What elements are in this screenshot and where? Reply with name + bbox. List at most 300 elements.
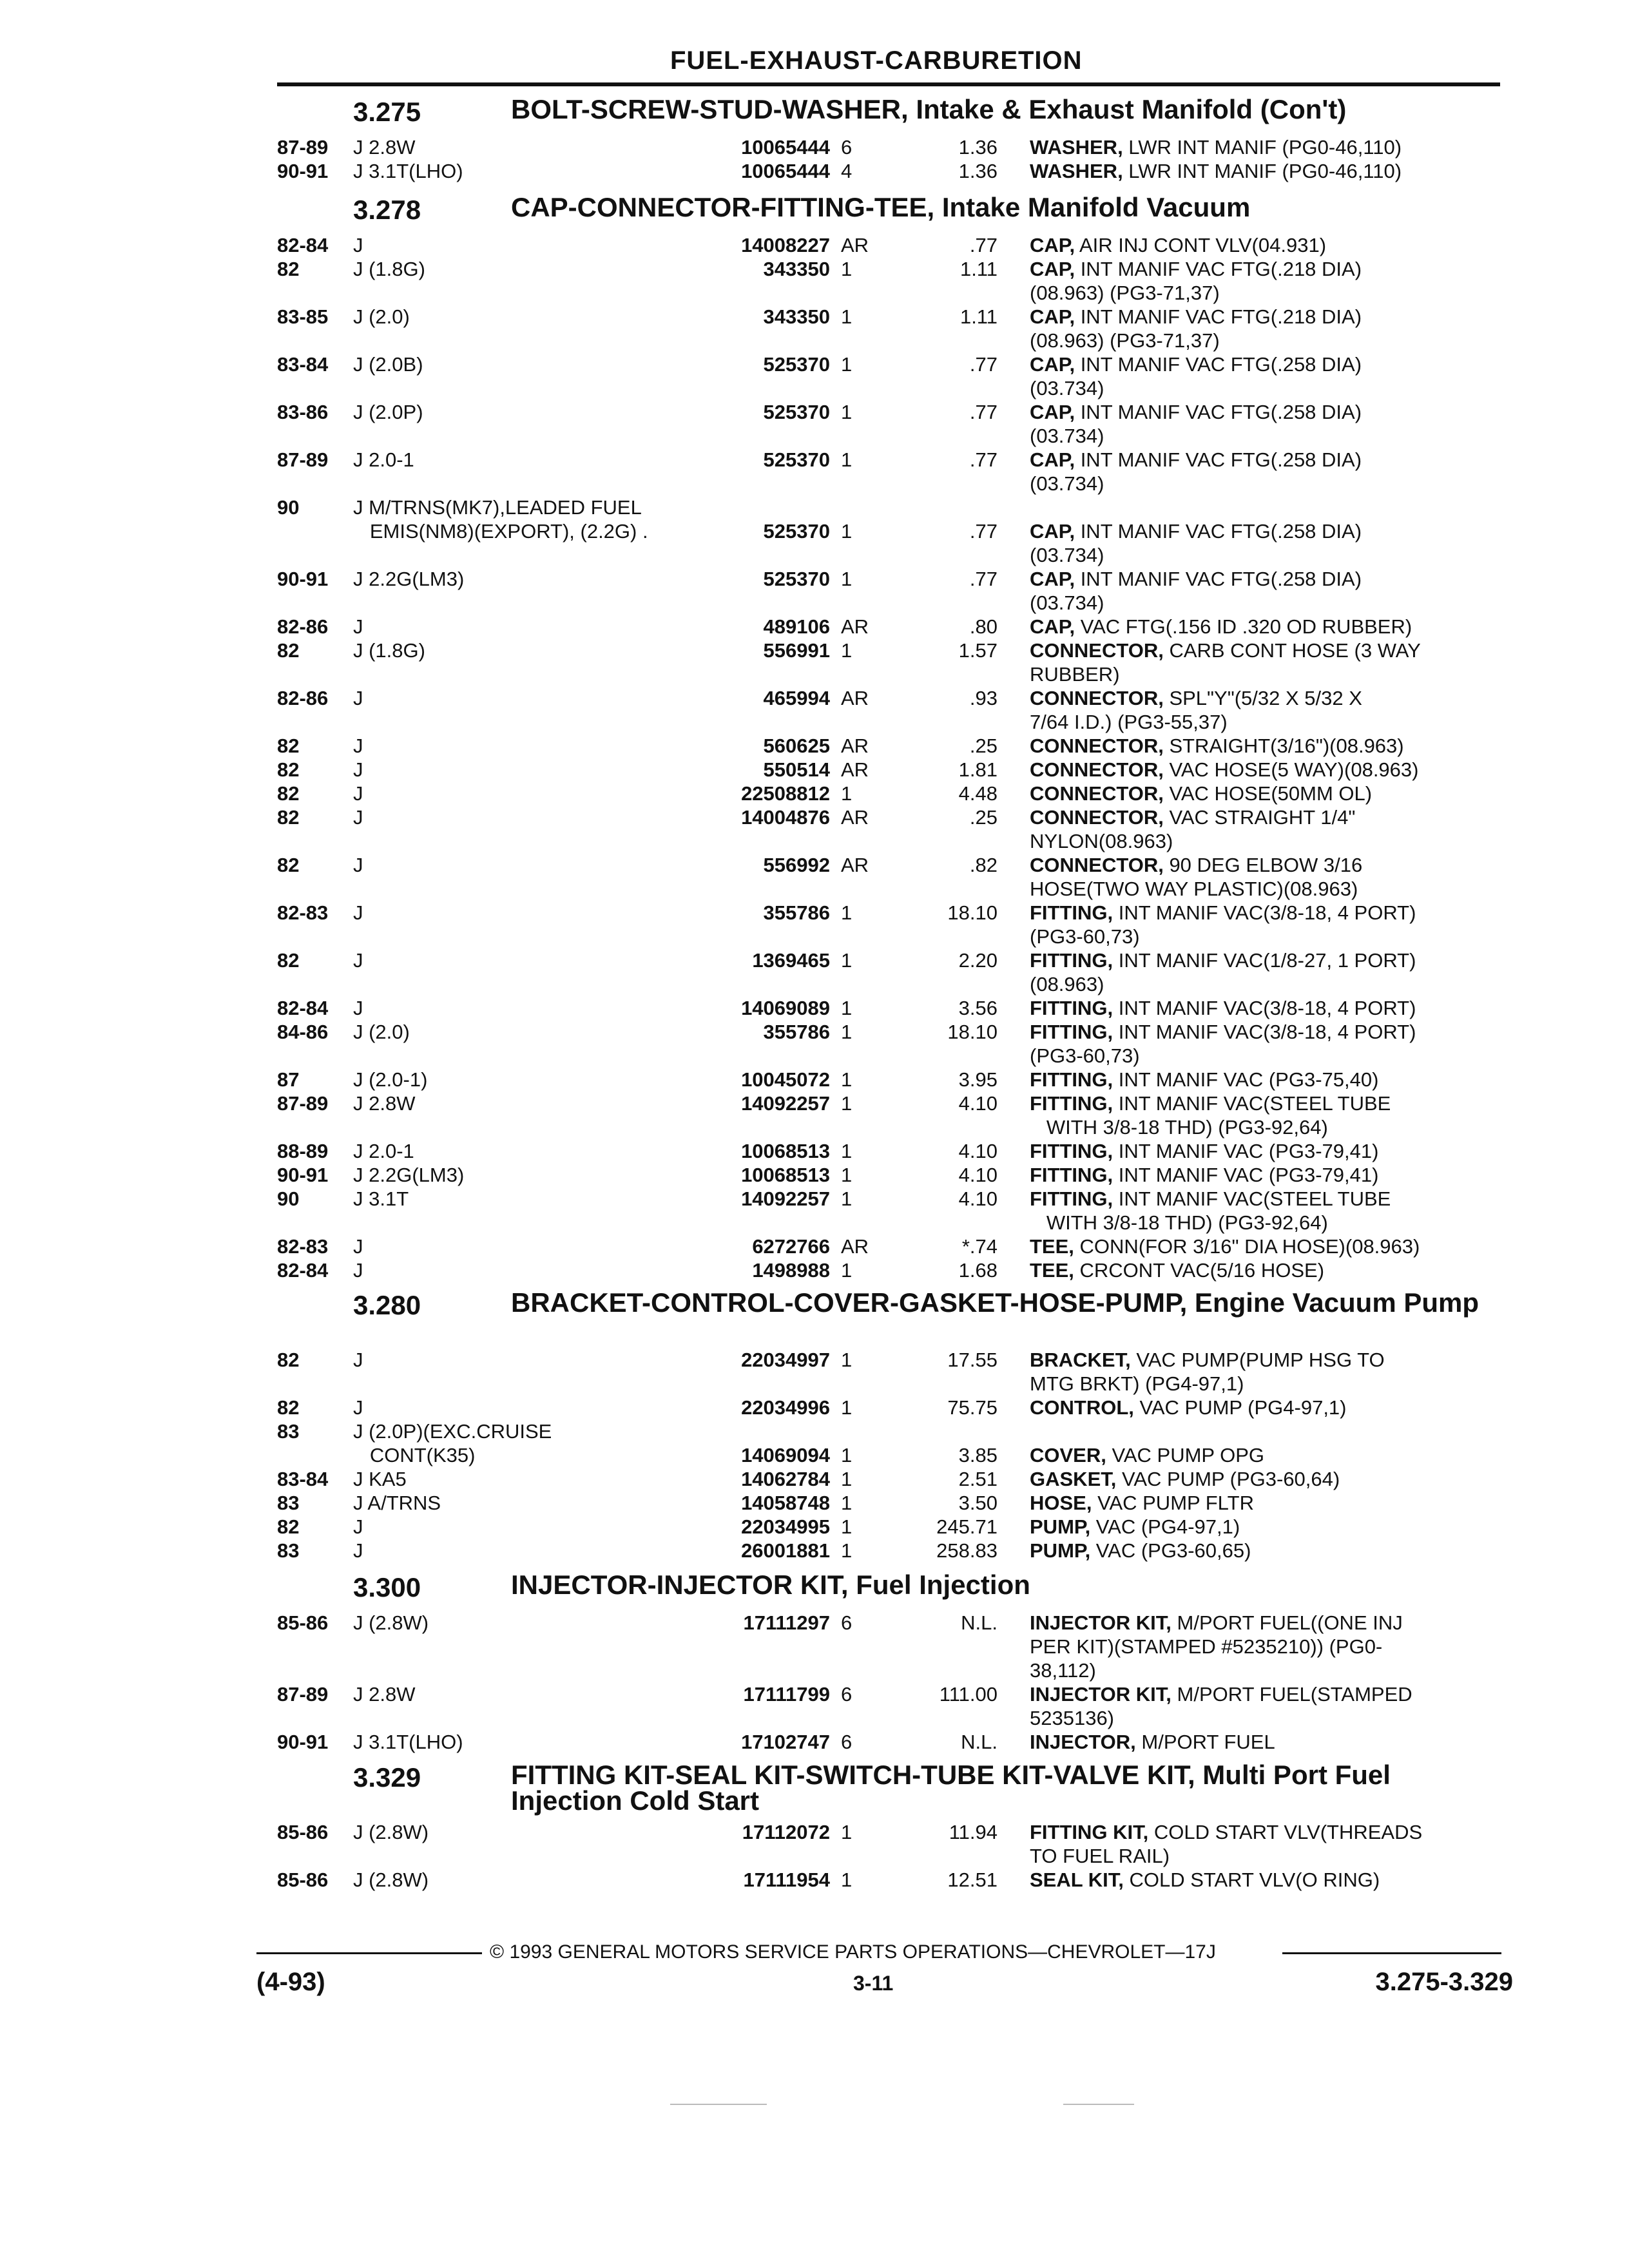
description-text: TEE, CONN(FOR 3/16" DIA HOSE)(08.963) — [1030, 1235, 1425, 1258]
application — [353, 1348, 695, 1372]
description-line — [1030, 1658, 1500, 1682]
part-number: 17111954 — [743, 1869, 830, 1891]
application-text: J (2.0) — [353, 305, 415, 328]
description-line — [1030, 710, 1500, 734]
description-text: CONNECTOR, SPL"Y"(5/32 X 5/32 X — [1030, 687, 1367, 709]
description-text: INJECTOR KIT, M/PORT FUEL((ONE INJ — [1030, 1611, 1408, 1634]
description-text: PUMP, VAC (PG3-60,65) — [1030, 1539, 1256, 1562]
model-years: 82 — [277, 806, 300, 829]
model-years: 83 — [277, 1420, 300, 1443]
description — [1030, 1730, 1500, 1754]
quantity: 1 — [841, 997, 853, 1019]
description-text: FITTING, INT MANIF VAC (PG3-79,41) — [1030, 1140, 1383, 1162]
description-text: WASHER, LWR INT MANIF (PG0-46,110) — [1030, 160, 1407, 182]
description — [1030, 1868, 1500, 1892]
quantity: 1 — [841, 949, 853, 972]
description-text: CAP, INT MANIF VAC FTG(.218 DIA) — [1030, 258, 1367, 280]
part-number: 355786 — [763, 1021, 830, 1043]
quantity: 6 — [841, 136, 853, 159]
description — [1030, 615, 1500, 639]
application-text: J 3.1T(LHO) — [353, 1731, 468, 1753]
part-number: 556992 — [763, 854, 830, 876]
description-line — [1030, 448, 1500, 472]
price: .77 — [969, 353, 998, 376]
description-line — [1030, 1044, 1500, 1068]
application-text: J (2.0P) — [353, 401, 429, 423]
application — [353, 1515, 695, 1539]
quantity: 1 — [841, 639, 853, 662]
application-text: J 2.8W — [353, 1092, 420, 1115]
description-text: CAP, INT MANIF VAC FTG(.258 DIA) — [1030, 401, 1367, 423]
quantity: AR — [841, 806, 869, 829]
description — [1030, 1539, 1500, 1562]
price: 1.36 — [958, 136, 998, 159]
application — [353, 567, 695, 591]
application — [353, 805, 695, 829]
description-line — [1030, 662, 1500, 686]
part-number: 560625 — [763, 735, 830, 757]
description — [1030, 448, 1500, 495]
application-text: J 2.0-1 — [353, 1140, 419, 1162]
quantity: AR — [841, 687, 869, 709]
price: 1.11 — [959, 258, 998, 280]
section-number: 3.280 — [353, 1290, 421, 1320]
application-text: J (2.0) — [353, 1021, 415, 1043]
description-text: (03.734) — [1030, 591, 1109, 614]
model-years: 82-86 — [277, 687, 329, 709]
application-text: J A/TRNS — [353, 1492, 446, 1514]
description — [1030, 853, 1500, 901]
description-text: CAP, INT MANIF VAC FTG(.258 DIA) — [1030, 448, 1367, 471]
description-line — [1030, 1539, 1500, 1562]
model-years: 87-89 — [277, 448, 329, 471]
quantity: 1 — [841, 1021, 853, 1043]
application-text: J — [353, 1396, 369, 1419]
model-years: 82 — [277, 758, 300, 781]
model-years: 82 — [277, 854, 300, 876]
price: 3.85 — [958, 1444, 998, 1466]
description-line — [1030, 925, 1500, 948]
model-years: 82-83 — [277, 901, 329, 924]
description-line — [1030, 853, 1500, 877]
description-text: INJECTOR, M/PORT FUEL — [1030, 1731, 1280, 1753]
part-number: 343350 — [763, 305, 830, 328]
description-line — [1030, 1682, 1500, 1706]
description-line — [1030, 829, 1500, 853]
price: *.74 — [961, 1235, 998, 1258]
application — [353, 758, 695, 782]
application — [353, 948, 695, 972]
description — [1030, 1258, 1500, 1282]
part-number: 22034995 — [741, 1515, 830, 1538]
application-text: J (2.0P)(EXC.CRUISE — [353, 1420, 557, 1443]
quantity: 1 — [841, 1259, 853, 1282]
application-text: J — [353, 758, 369, 781]
description-line — [1030, 1372, 1500, 1396]
part-number: 525370 — [763, 568, 830, 590]
description-text: FITTING, INT MANIF VAC(3/8-18, 4 PORT) — [1030, 901, 1421, 924]
description-line — [1030, 639, 1500, 662]
description — [1030, 1682, 1500, 1730]
description-line — [1030, 135, 1500, 159]
price: 1.68 — [958, 1259, 998, 1282]
description-line — [1030, 1258, 1500, 1282]
application — [353, 1419, 695, 1443]
application — [353, 1396, 695, 1419]
part-number: 525370 — [763, 353, 830, 376]
application-text: J 2.8W — [353, 136, 420, 159]
description-text: FITTING, INT MANIF VAC (PG3-79,41) — [1030, 1164, 1383, 1186]
description — [1030, 734, 1500, 758]
application-text: J 2.2G(LM3) — [353, 568, 469, 590]
model-years: 82 — [277, 639, 300, 662]
section-title: BOLT-SCREW-STUD-WASHER, Intake & Exhaust Manifold (Con't) — [511, 94, 1347, 124]
description — [1030, 1820, 1500, 1868]
price: .25 — [969, 806, 998, 829]
application-text: J — [353, 949, 369, 972]
description — [1030, 996, 1500, 1020]
description-line — [1030, 1020, 1500, 1044]
description-text: RUBBER) — [1030, 663, 1125, 686]
price: 1.57 — [958, 639, 998, 662]
description-text: COVER, VAC PUMP OPG — [1030, 1444, 1269, 1466]
quantity: 1 — [841, 1164, 853, 1186]
quantity: 1 — [841, 1396, 853, 1419]
description — [1030, 1068, 1500, 1091]
part-number: 22508812 — [741, 782, 830, 805]
description-text: (08.963) (PG3-71,37) — [1030, 282, 1225, 304]
description — [1030, 639, 1500, 686]
application-text: J — [353, 1259, 369, 1282]
description-line — [1030, 1139, 1500, 1163]
description-line — [1030, 329, 1500, 352]
description-text: FITTING, INT MANIF VAC(1/8-27, 1 PORT) — [1030, 949, 1421, 972]
part-number: 525370 — [763, 401, 830, 423]
footer-date: (4-93) — [256, 1968, 325, 1996]
price: .80 — [969, 615, 998, 638]
application — [353, 782, 695, 805]
part-number: 10068513 — [741, 1164, 830, 1186]
price: 258.83 — [936, 1539, 998, 1562]
application — [353, 1491, 695, 1515]
description-text: PUMP, VAC (PG4-97,1) — [1030, 1515, 1245, 1538]
application-text: J 2.8W — [353, 1683, 420, 1706]
description-text: (03.734) — [1030, 377, 1109, 399]
description-text: TEE, CRCONT VAC(5/16 HOSE) — [1030, 1259, 1329, 1282]
price: .77 — [969, 401, 998, 423]
part-number: 22034997 — [741, 1349, 830, 1371]
application-text: J (1.8G) — [353, 639, 430, 662]
part-number: 550514 — [763, 758, 830, 781]
quantity: 1 — [841, 1187, 853, 1210]
price: 17.55 — [947, 1349, 998, 1371]
application-text: J — [353, 1515, 369, 1538]
description-line — [1030, 257, 1500, 281]
application — [353, 853, 695, 877]
model-years: 87-89 — [277, 1683, 329, 1706]
model-years: 90-91 — [277, 1731, 329, 1753]
application-text: J 3.1T(LHO) — [353, 160, 468, 182]
description-line — [1030, 1467, 1500, 1491]
description-text: CONNECTOR, VAC STRAIGHT 1/4" — [1030, 806, 1360, 829]
description-line — [1030, 400, 1500, 424]
quantity: AR — [841, 854, 869, 876]
quantity: 1 — [841, 1068, 853, 1091]
application — [353, 159, 695, 183]
application-text: J KA5 — [353, 1468, 412, 1490]
application — [353, 1682, 695, 1706]
application — [353, 1539, 695, 1562]
section-number: 3.275 — [353, 97, 421, 127]
application — [353, 305, 695, 329]
quantity: 1 — [841, 782, 853, 805]
model-years: 83-85 — [277, 305, 329, 328]
application-text: J — [353, 997, 369, 1019]
price: 12.51 — [947, 1869, 998, 1891]
application — [353, 1091, 695, 1115]
model-years: 82-84 — [277, 234, 329, 256]
model-years: 90-91 — [277, 160, 329, 182]
description-text: FITTING, INT MANIF VAC(3/8-18, 4 PORT) — [1030, 1021, 1421, 1043]
description-line — [1030, 376, 1500, 400]
description-line — [1030, 591, 1500, 615]
quantity: 6 — [841, 1611, 853, 1634]
quantity: 1 — [841, 568, 853, 590]
description-line — [1030, 472, 1500, 495]
description-text: (PG3-60,73) — [1030, 1044, 1145, 1067]
application — [353, 1187, 695, 1211]
quantity: 4 — [841, 160, 853, 182]
part-number: 14004876 — [741, 806, 830, 829]
description-text: CONNECTOR, 90 DEG ELBOW 3/16 — [1030, 854, 1367, 876]
application — [353, 495, 695, 519]
price: 3.50 — [958, 1492, 998, 1514]
model-years: 90-91 — [277, 1164, 329, 1186]
description-line — [1030, 352, 1500, 376]
description — [1030, 1235, 1500, 1258]
price: 245.71 — [936, 1515, 998, 1538]
part-number: 22034996 — [741, 1396, 830, 1419]
description-line — [1030, 1844, 1500, 1868]
section-number: 3.300 — [353, 1572, 421, 1602]
description-line — [1030, 1091, 1500, 1115]
price: .77 — [969, 568, 998, 590]
application — [353, 400, 695, 424]
description-text: (08.963) (PG3-71,37) — [1030, 329, 1225, 352]
description-line — [1030, 1211, 1500, 1235]
description-text: (03.734) — [1030, 472, 1109, 495]
description-text: CAP, VAC FTG(.156 ID .320 OD RUBBER) — [1030, 615, 1417, 638]
description — [1030, 782, 1500, 805]
description-line — [1030, 972, 1500, 996]
description-text: CAP, AIR INJ CONT VLV(04.931) — [1030, 234, 1331, 256]
description — [1030, 1611, 1500, 1682]
application-text: J — [353, 687, 369, 709]
description-line — [1030, 877, 1500, 901]
model-years: 87-89 — [277, 1092, 329, 1115]
price: .77 — [969, 448, 998, 471]
application — [353, 257, 695, 281]
section-number: 3.329 — [353, 1762, 421, 1792]
part-number: 17102747 — [741, 1731, 830, 1753]
description — [1030, 1348, 1500, 1396]
description-line — [1030, 686, 1500, 710]
application-text: J — [353, 806, 369, 829]
description-text: WITH 3/8-18 THD) (PG3-92,64) — [1030, 1116, 1333, 1139]
quantity: AR — [841, 1235, 869, 1258]
price: 1.36 — [958, 160, 998, 182]
application — [353, 1611, 695, 1635]
description — [1030, 1091, 1500, 1139]
description — [1030, 1443, 1500, 1467]
description-line — [1030, 996, 1500, 1020]
description-line — [1030, 233, 1500, 257]
description — [1030, 1187, 1500, 1235]
description — [1030, 567, 1500, 615]
description-text: FITTING KIT, COLD START VLV(THREADS — [1030, 1821, 1427, 1843]
price: 4.48 — [958, 782, 998, 805]
application-text: J — [353, 1349, 369, 1371]
description-text: CONNECTOR, CARB CONT HOSE (3 WAY — [1030, 639, 1426, 662]
quantity: 1 — [841, 1092, 853, 1115]
description — [1030, 758, 1500, 782]
quantity: 1 — [841, 305, 853, 328]
price: 75.75 — [947, 1396, 998, 1419]
description — [1030, 1515, 1500, 1539]
price: 4.10 — [958, 1140, 998, 1162]
quantity: AR — [841, 615, 869, 638]
model-years: 83 — [277, 1492, 300, 1514]
model-years: 82 — [277, 782, 300, 805]
price: .25 — [969, 735, 998, 757]
description-line — [1030, 1491, 1500, 1515]
part-number: 355786 — [763, 901, 830, 924]
application — [353, 1139, 695, 1163]
part-number: 10065444 — [741, 160, 830, 182]
model-years: 82-86 — [277, 615, 329, 638]
application — [353, 1868, 695, 1892]
model-years: 90 — [277, 496, 300, 519]
description — [1030, 352, 1500, 400]
application — [353, 1258, 695, 1282]
model-years: 83 — [277, 1539, 300, 1562]
price: 1.81 — [958, 758, 998, 781]
footer-section-range: 3.275-3.329 — [1375, 1968, 1513, 1996]
price: N.L. — [961, 1611, 998, 1634]
description-line — [1030, 159, 1500, 183]
quantity: 1 — [841, 1539, 853, 1562]
application — [353, 519, 695, 543]
description — [1030, 1467, 1500, 1491]
part-number: 1369465 — [752, 949, 830, 972]
description-text: WITH 3/8-18 THD) (PG3-92,64) — [1030, 1211, 1333, 1234]
model-years: 82-84 — [277, 1259, 329, 1282]
quantity: 1 — [841, 401, 853, 423]
application — [353, 1020, 695, 1044]
application-text: J — [353, 615, 369, 638]
part-number: 556991 — [763, 639, 830, 662]
part-number: 10065444 — [741, 136, 830, 159]
application — [353, 1443, 695, 1467]
part-number: 489106 — [763, 615, 830, 638]
description-text: FITTING, INT MANIF VAC(STEEL TUBE — [1030, 1092, 1396, 1115]
part-number: 10068513 — [741, 1140, 830, 1162]
quantity: 1 — [841, 1515, 853, 1538]
model-years: 82-83 — [277, 1235, 329, 1258]
part-number: 14069094 — [741, 1444, 830, 1466]
part-number: 525370 — [763, 520, 830, 543]
part-number: 14092257 — [741, 1092, 830, 1115]
part-number: 26001881 — [741, 1539, 830, 1562]
application — [353, 615, 695, 639]
quantity: 1 — [841, 258, 853, 280]
description — [1030, 233, 1500, 257]
application — [353, 686, 695, 710]
description-line — [1030, 805, 1500, 829]
application-text: CONT(K35) — [353, 1444, 480, 1466]
model-years: 87 — [277, 1068, 300, 1091]
price: 2.51 — [958, 1468, 998, 1490]
part-number: 1498988 — [752, 1259, 830, 1282]
description — [1030, 1396, 1500, 1419]
description-line — [1030, 1706, 1500, 1730]
model-years: 82-84 — [277, 997, 329, 1019]
page-header-title: FUEL-EXHAUST-CARBURETION — [670, 46, 1083, 75]
description-line — [1030, 734, 1500, 758]
quantity: 1 — [841, 448, 853, 471]
part-number: 14092257 — [741, 1187, 830, 1210]
quantity: 6 — [841, 1683, 853, 1706]
model-years: 88-89 — [277, 1140, 329, 1162]
section-title: INJECTOR-INJECTOR KIT, Fuel Injection — [511, 1570, 1030, 1600]
application-text: EMIS(NM8)(EXPORT), (2.2G) . — [353, 520, 653, 543]
price: 3.95 — [958, 1068, 998, 1091]
application-text: J (2.0B) — [353, 353, 429, 376]
part-number: 10045072 — [741, 1068, 830, 1091]
description — [1030, 901, 1500, 948]
description-text: FITTING, INT MANIF VAC(STEEL TUBE — [1030, 1187, 1396, 1210]
part-number: 14069089 — [741, 997, 830, 1019]
part-number: 343350 — [763, 258, 830, 280]
model-years: 82 — [277, 1349, 300, 1371]
quantity: 1 — [841, 1492, 853, 1514]
description-text: 38,112) — [1030, 1659, 1101, 1682]
quantity: AR — [841, 234, 869, 256]
quantity: 6 — [841, 1731, 853, 1753]
part-number: 465994 — [763, 687, 830, 709]
description-line — [1030, 1611, 1500, 1635]
quantity: AR — [841, 735, 869, 757]
application-text: J (2.0-1) — [353, 1068, 432, 1091]
description-text: (03.734) — [1030, 425, 1109, 447]
description-text: CONNECTOR, VAC HOSE(50MM OL) — [1030, 782, 1377, 805]
description-text: 5235136) — [1030, 1707, 1119, 1729]
footer-rule-right — [1282, 1952, 1501, 1954]
application-text: J 3.1T — [353, 1187, 414, 1210]
description-line — [1030, 1235, 1500, 1258]
model-years: 82 — [277, 1396, 300, 1419]
description-line — [1030, 1115, 1500, 1139]
description-text: CONNECTOR, STRAIGHT(3/16")(08.963) — [1030, 735, 1409, 757]
price: 4.10 — [958, 1092, 998, 1115]
price: N.L. — [961, 1731, 998, 1753]
description-text: CAP, INT MANIF VAC FTG(.258 DIA) — [1030, 568, 1367, 590]
description — [1030, 519, 1500, 567]
section-title: FITTING KIT-SEAL KIT-SWITCH-TUBE KIT-VALVE KIT, Multi Port Fuel Injection Cold Start — [511, 1760, 1391, 1816]
application — [353, 1730, 695, 1754]
application-text: J — [353, 1539, 369, 1562]
model-years: 83-86 — [277, 401, 329, 423]
